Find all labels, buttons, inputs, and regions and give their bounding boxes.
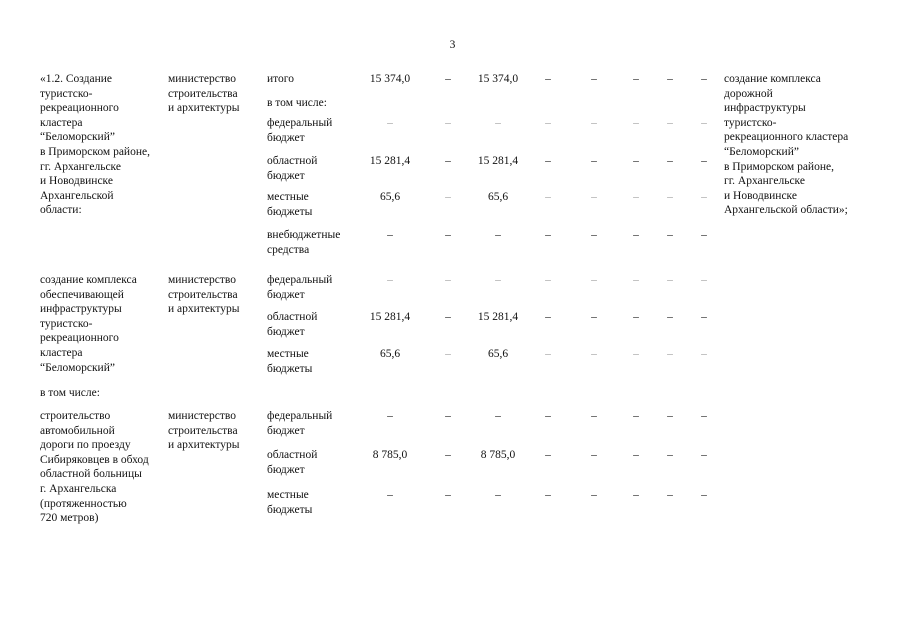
value-dash: – bbox=[445, 449, 451, 461]
value-dash: – bbox=[445, 348, 451, 360]
source-label: областной бюджет bbox=[267, 311, 318, 338]
value-dash: – bbox=[591, 274, 597, 286]
value-dash: – bbox=[445, 73, 451, 85]
source-label: федеральный бюджет bbox=[267, 117, 333, 144]
value-dash: – bbox=[545, 73, 551, 85]
value-dash: – bbox=[591, 449, 597, 461]
value-dash: – bbox=[701, 191, 707, 203]
value-regional: 8 785,0 bbox=[372, 449, 408, 461]
value-dash: – bbox=[667, 191, 673, 203]
value-dash: – bbox=[591, 155, 597, 167]
value-dash: – bbox=[591, 489, 597, 501]
value-regional: 15 281,4 bbox=[477, 311, 519, 323]
value-local: 65,6 bbox=[487, 191, 509, 203]
value-dash: – bbox=[633, 73, 639, 85]
source-label: федеральный бюджет bbox=[267, 410, 333, 437]
value-dash: – bbox=[545, 117, 551, 129]
value-dash: – bbox=[445, 489, 451, 501]
value-dash: – bbox=[701, 449, 707, 461]
value-dash: – bbox=[591, 191, 597, 203]
value-dash: – bbox=[667, 274, 673, 286]
value-regional: 15 281,4 bbox=[369, 311, 411, 323]
value-dash: – bbox=[387, 489, 393, 501]
value-dash: – bbox=[667, 449, 673, 461]
executor: министерство строительства и архитектуры bbox=[168, 410, 240, 452]
value-dash: – bbox=[445, 117, 451, 129]
value-local: 65,6 bbox=[379, 191, 401, 203]
source-label: итого bbox=[267, 73, 294, 85]
value-dash: – bbox=[591, 348, 597, 360]
source-label: областной бюджет bbox=[267, 449, 318, 476]
value-regional: 15 281,4 bbox=[369, 155, 411, 167]
value-dash: – bbox=[633, 348, 639, 360]
value-dash: – bbox=[495, 117, 501, 129]
measure-name: создание комплекса обеспечивающей инфраструктуры туристско- рекреационного кластера “Беломорский” bbox=[40, 274, 137, 374]
value-dash: – bbox=[633, 410, 639, 422]
source-label: местные бюджеты bbox=[267, 191, 313, 218]
measure-name: «1.2. Создание туристско- рекреационного кластера “Беломорский” в Приморском районе, гг. Архангельске и Новодвинске Архангельской области: bbox=[40, 73, 150, 217]
value-dash: – bbox=[701, 274, 707, 286]
source-label: местные бюджеты bbox=[267, 489, 313, 516]
value-dash: – bbox=[495, 229, 501, 241]
value-dash: – bbox=[701, 410, 707, 422]
source-label: в том числе: bbox=[267, 97, 327, 109]
value-dash: – bbox=[591, 229, 597, 241]
value-dash: – bbox=[545, 229, 551, 241]
value-local: 65,6 bbox=[379, 348, 401, 360]
value-dash: – bbox=[545, 348, 551, 360]
value-dash: – bbox=[387, 410, 393, 422]
value-dash: – bbox=[545, 155, 551, 167]
source-label: областной бюджет bbox=[267, 155, 318, 182]
value-dash: – bbox=[633, 155, 639, 167]
value-dash: – bbox=[545, 311, 551, 323]
value-dash: – bbox=[633, 274, 639, 286]
value-dash: – bbox=[667, 229, 673, 241]
executor: министерство строительства и архитектуры bbox=[168, 73, 240, 115]
value-dash: – bbox=[701, 229, 707, 241]
value-dash: – bbox=[545, 449, 551, 461]
value-dash: – bbox=[545, 274, 551, 286]
value-regional: 15 281,4 bbox=[477, 155, 519, 167]
value-dash: – bbox=[591, 117, 597, 129]
page-number: 3 bbox=[449, 39, 456, 51]
value-dash: – bbox=[495, 410, 501, 422]
source-label: внебюджетные средства bbox=[267, 229, 341, 256]
value-dash: – bbox=[387, 274, 393, 286]
source-label: местные бюджеты bbox=[267, 348, 313, 375]
value-dash: – bbox=[701, 348, 707, 360]
value-dash: – bbox=[633, 311, 639, 323]
value-dash: – bbox=[633, 489, 639, 501]
value-dash: – bbox=[701, 155, 707, 167]
value-dash: – bbox=[633, 229, 639, 241]
value-dash: – bbox=[633, 117, 639, 129]
measure-name: строительство автомобильной дороги по проезду Сибиряковцев в обход областной больницы г. Архангельска (протяженностью 720 метров) bbox=[40, 410, 149, 525]
value-dash: – bbox=[591, 311, 597, 323]
value-dash: – bbox=[667, 155, 673, 167]
value-dash: – bbox=[667, 117, 673, 129]
value-dash: – bbox=[495, 489, 501, 501]
value-dash: – bbox=[667, 410, 673, 422]
including-label: в том числе: bbox=[40, 387, 100, 399]
value-dash: – bbox=[701, 117, 707, 129]
value-regional: 8 785,0 bbox=[480, 449, 516, 461]
value-dash: – bbox=[445, 311, 451, 323]
value-dash: – bbox=[667, 311, 673, 323]
value-dash: – bbox=[667, 489, 673, 501]
value-dash: – bbox=[387, 117, 393, 129]
value-dash: – bbox=[701, 73, 707, 85]
value-dash: – bbox=[591, 410, 597, 422]
value-dash: – bbox=[545, 489, 551, 501]
executor: министерство строительства и архитектуры bbox=[168, 274, 240, 316]
value-dash: – bbox=[445, 229, 451, 241]
value-dash: – bbox=[445, 191, 451, 203]
value-dash: – bbox=[545, 410, 551, 422]
value-dash: – bbox=[495, 274, 501, 286]
value-dash: – bbox=[633, 449, 639, 461]
value-local: 65,6 bbox=[487, 348, 509, 360]
value-dash: – bbox=[445, 155, 451, 167]
value-total: 15 374,0 bbox=[477, 73, 519, 85]
value-dash: – bbox=[545, 191, 551, 203]
value-dash: – bbox=[591, 73, 597, 85]
value-dash: – bbox=[667, 73, 673, 85]
value-dash: – bbox=[701, 311, 707, 323]
value-dash: – bbox=[701, 489, 707, 501]
source-label: федеральный бюджет bbox=[267, 274, 333, 301]
value-dash: – bbox=[445, 410, 451, 422]
value-total: 15 374,0 bbox=[369, 73, 411, 85]
expected-result: создание комплекса дорожной инфраструктуры туристско- рекреационного кластера “Беломорский” в Приморском районе, гг. Архангельске и Новодвинске Архангельской области»; bbox=[724, 73, 849, 217]
value-dash: – bbox=[667, 348, 673, 360]
value-dash: – bbox=[387, 229, 393, 241]
value-dash: – bbox=[445, 274, 451, 286]
value-dash: – bbox=[633, 191, 639, 203]
